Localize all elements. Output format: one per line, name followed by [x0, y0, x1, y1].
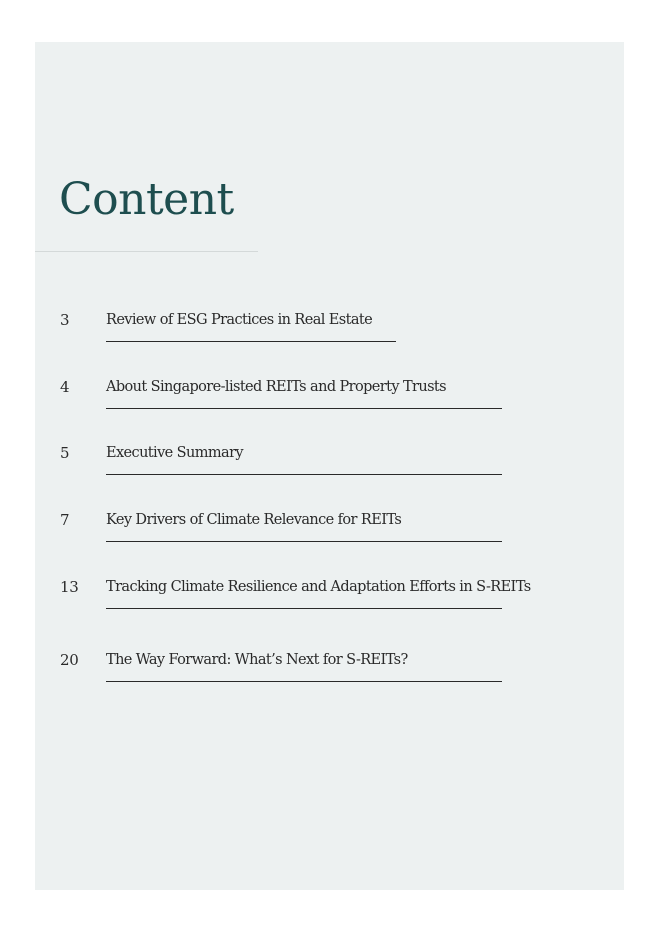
toc-underline [106, 408, 502, 409]
contents-page [35, 42, 624, 890]
toc-entry[interactable] [35, 650, 624, 690]
toc-entry-title[interactable]: The Way Forward: What’s Next for S-REITs? [106, 652, 408, 668]
toc-entry[interactable] [35, 443, 624, 483]
toc-page-number: 7 [60, 511, 70, 529]
toc-entry-title[interactable]: Key Drivers of Climate Relevance for REITs [106, 512, 402, 528]
toc-entry[interactable] [35, 377, 624, 417]
toc-entry-title[interactable]: Review of ESG Practices in Real Estate [106, 312, 373, 328]
page-title: Content [59, 174, 234, 225]
toc-page-number: 4 [60, 378, 70, 396]
toc-underline [106, 341, 396, 342]
toc-entry-title[interactable]: Executive Summary [106, 445, 243, 461]
toc-entry[interactable] [35, 577, 624, 617]
toc-page-number: 20 [60, 651, 79, 669]
toc-underline [106, 541, 502, 542]
toc-page-number: 5 [60, 444, 70, 462]
toc-underline [106, 681, 502, 682]
toc-underline [106, 608, 502, 609]
toc-entry[interactable] [35, 510, 624, 550]
toc-page-number: 3 [60, 311, 70, 329]
toc-entry[interactable] [35, 310, 624, 350]
toc-entry-title[interactable]: Tracking Climate Resilience and Adaptation Efforts in S-REITs [106, 579, 531, 595]
toc-page-number: 13 [60, 578, 79, 596]
title-divider [35, 251, 258, 252]
toc-entry-title[interactable]: About Singapore-listed REITs and Property Trusts [106, 379, 446, 395]
toc-underline [106, 474, 502, 475]
